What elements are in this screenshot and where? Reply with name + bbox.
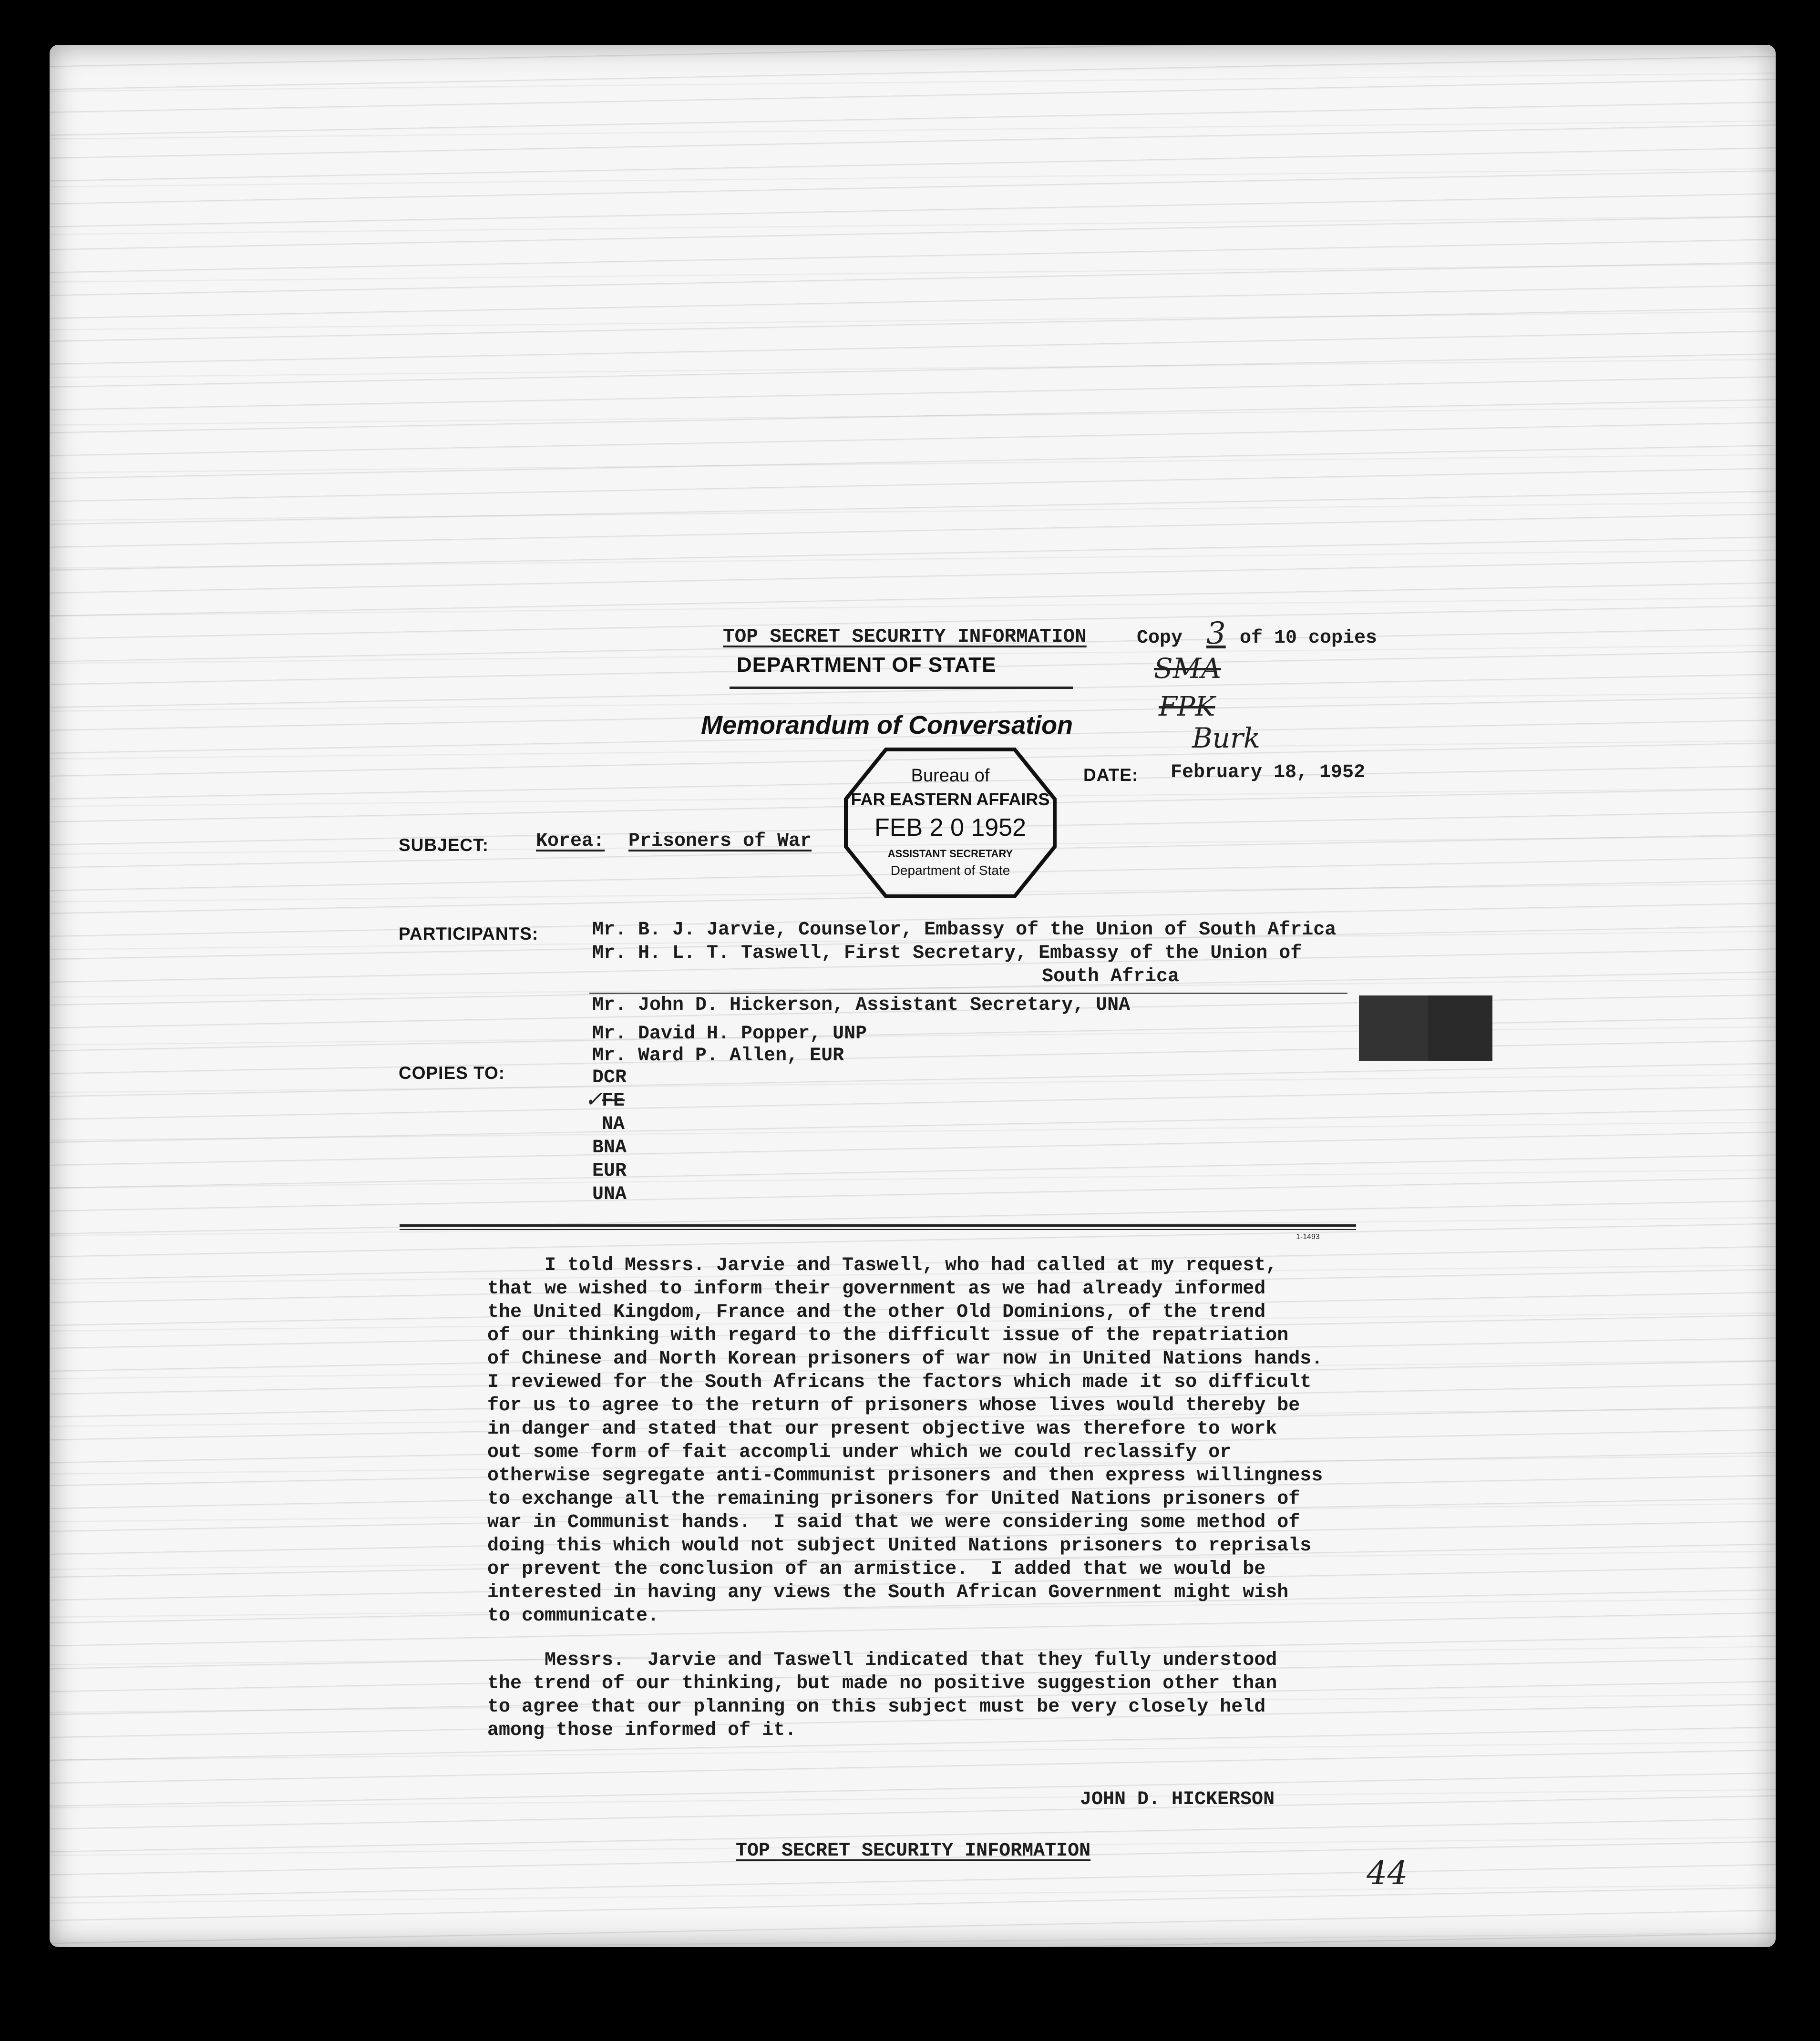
copy-recipient: UNA bbox=[592, 1184, 627, 1205]
body-line: to communicate. bbox=[487, 1605, 659, 1627]
form-divider bbox=[400, 1224, 1356, 1227]
handwritten-initials-2: FPK bbox=[1159, 691, 1215, 722]
participant-line: Mr. H. L. T. Taswell, First Secretary, Embassy of the Union of bbox=[592, 943, 1302, 964]
handwritten-initials-3: Burk bbox=[1192, 722, 1260, 754]
body-line: the United Kingdom, France and the other Old Dominions, of the trend bbox=[487, 1302, 1266, 1323]
copy-recipient: DCR bbox=[592, 1067, 627, 1088]
form-number: 1-1493 bbox=[1296, 1233, 1320, 1241]
participant-line: Mr. David H. Popper, UNP bbox=[592, 1023, 867, 1045]
date-label: DATE: bbox=[1083, 765, 1139, 785]
body-line: I told Messrs. Jarvie and Taswell, who had called at my request, bbox=[487, 1255, 1277, 1276]
body-line: to agree that our planning on this subject must be very closely held bbox=[487, 1696, 1266, 1718]
body-line: for us to agree to the return of prisoners whose lives would thereby be bbox=[487, 1395, 1300, 1416]
body-line: that we wished to inform their government as we had already informed bbox=[487, 1278, 1266, 1300]
redaction-block bbox=[1359, 995, 1492, 1061]
stamp-date: FEB 2 0 1952 bbox=[874, 814, 1026, 841]
stamp-line-4: ASSISTANT SECRETARY bbox=[887, 848, 1013, 860]
date-value: February 18, 1952 bbox=[1171, 762, 1366, 783]
body-line: the trend of our thinking, but made no positive suggestion other than bbox=[487, 1673, 1277, 1694]
department-underline bbox=[730, 687, 1073, 689]
subject-detail: Prisoners of War bbox=[628, 831, 812, 852]
body-line: or prevent the conclusion of an armistice. I added that we would be bbox=[487, 1559, 1266, 1580]
stamp-line-1: Bureau of bbox=[911, 766, 990, 786]
body-line: out some form of fait accompli under which we could reclassify or bbox=[487, 1442, 1232, 1463]
stamp-line-2: FAR EASTERN AFFAIRS bbox=[851, 790, 1050, 809]
classification-footer: TOP SECRET SECURITY INFORMATION bbox=[736, 1840, 1091, 1862]
copy-recipient: FE bbox=[602, 1090, 625, 1112]
copy-number: 3 bbox=[1206, 616, 1226, 651]
copy-recipient: BNA bbox=[592, 1137, 627, 1159]
copies-label: COPIES TO: bbox=[399, 1063, 505, 1083]
handwritten-initials-1: SMA bbox=[1154, 652, 1222, 685]
body-line: to exchange all the remaining prisoners for United Nations prisoners of bbox=[487, 1488, 1300, 1510]
form-divider-thin bbox=[400, 1229, 1356, 1230]
body-line: in danger and stated that our present objective was therefore to work bbox=[487, 1418, 1277, 1440]
body-line: among those informed of it. bbox=[487, 1720, 797, 1741]
subject-label: SUBJECT: bbox=[399, 835, 489, 855]
participant-line: Mr. Ward P. Allen, EUR bbox=[592, 1045, 844, 1067]
body-line: otherwise segregate anti-Communist prisoners and then express willingness bbox=[487, 1465, 1323, 1487]
copy-label: Copy bbox=[1137, 627, 1183, 649]
participants-label: PARTICIPANTS: bbox=[399, 924, 539, 944]
signature: JOHN D. HICKERSON bbox=[1080, 1789, 1275, 1810]
classification-header: TOP SECRET SECURITY INFORMATION bbox=[723, 626, 1087, 648]
checkmark-icon: ✓ bbox=[585, 1086, 603, 1112]
page-number: 44 bbox=[1367, 1855, 1408, 1892]
body-line: war in Communist hands. I said that we were considering some method of bbox=[487, 1512, 1300, 1533]
body-line: of Chinese and North Korean prisoners of war now in United Nations hands. bbox=[487, 1348, 1323, 1370]
subject-topic: Korea: bbox=[536, 831, 605, 852]
body-line: I reviewed for the South Africans the factors which made it so difficult bbox=[487, 1372, 1312, 1393]
body-line: interested in having any views the South African Government might wish bbox=[487, 1582, 1289, 1603]
copy-total: of 10 copies bbox=[1240, 627, 1378, 649]
stamp-line-5: Department of State bbox=[890, 863, 1010, 878]
memo-title: Memorandum of Conversation bbox=[701, 711, 1073, 739]
body-line: Messrs. Jarvie and Taswell indicated that they fully understood bbox=[487, 1650, 1277, 1671]
participant-line: Mr. John D. Hickerson, Assistant Secretary, UNA bbox=[592, 995, 1131, 1016]
body-line: of our thinking with regard to the difficult issue of the repatriation bbox=[487, 1325, 1289, 1346]
copy-recipient: EUR bbox=[592, 1160, 627, 1182]
received-stamp bbox=[843, 747, 1058, 899]
body-line: doing this which would not subject United Nations prisoners to reprisals bbox=[487, 1535, 1312, 1557]
participant-line: South Africa bbox=[1042, 966, 1180, 987]
copy-recipient: NA bbox=[602, 1114, 625, 1135]
participant-line: Mr. B. J. Jarvie, Counselor, Embassy of the Union of South Africa bbox=[592, 919, 1337, 941]
department-title: DEPARTMENT OF STATE bbox=[737, 653, 997, 677]
